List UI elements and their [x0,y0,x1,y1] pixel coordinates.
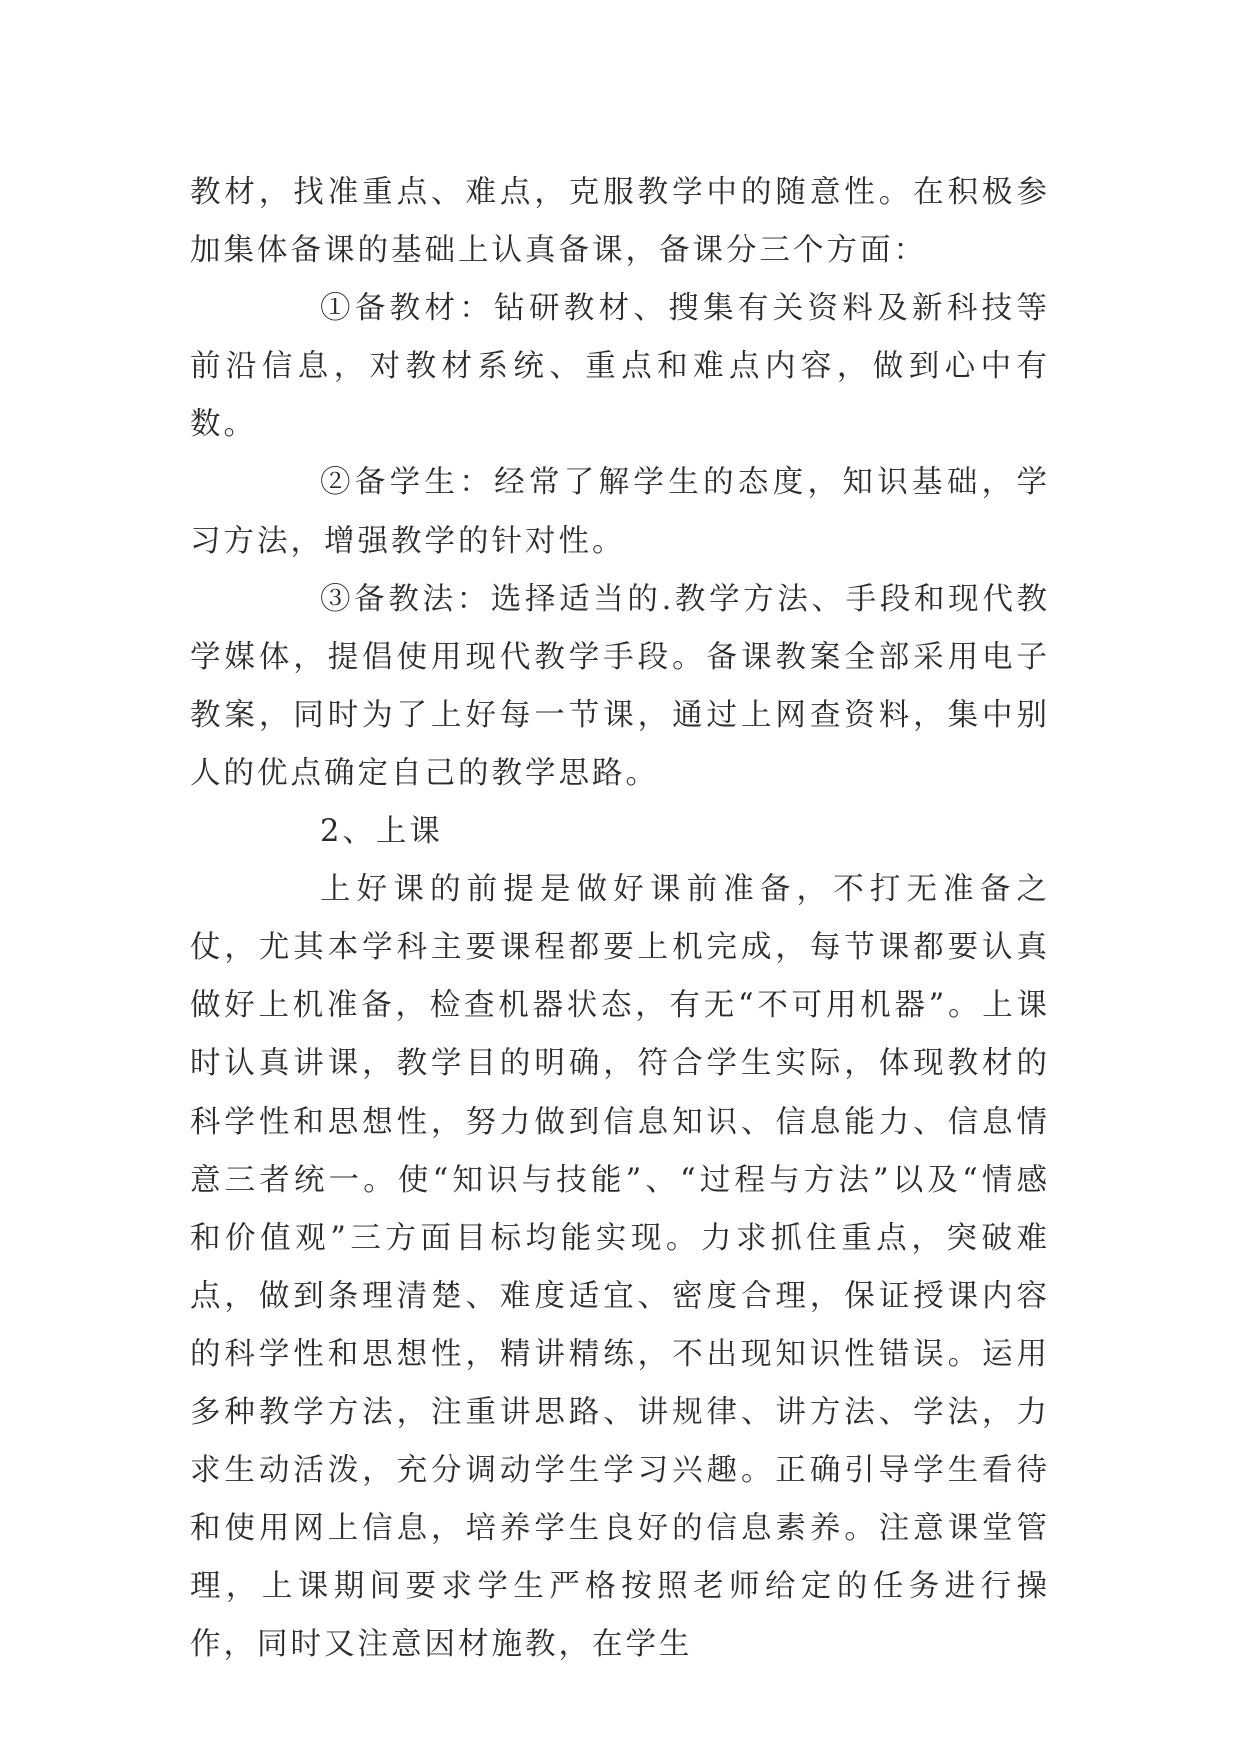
paragraph-1: 教材，找准重点、难点，克服教学中的随意性。在积极参加集体备课的基础上认真备课，备课分三个方面： [190,175,1050,269]
paragraph-prepare-methods: ③备教法：选择适当的.教学方法、手段和现代教学媒体，提倡使用现代教学手段。备课教案全部采用电子教案，同时为了上好每一节课，通过上网查资料，集中别人的优点确定自己的教学思路。 [190,581,1050,791]
body-text [190,164,1050,1674]
section-heading-class: 2、上课 [320,814,443,850]
paragraph-prepare-materials: ①备教材：钻研教材、搜集有关资料及新科技等前沿信息，对教材系统、重点和难点内容，做到心中有数。 [190,291,1050,443]
paragraph-prepare-students: ②备学生：经常了解学生的态度，知识基础，学习方法，增强教学的针对性。 [190,465,1050,559]
paragraph-class: 上好课的前提是做好课前准备，不打无准备之仗，尤其本学科主要课程都要上机完成，每节课都要认真做好上机准备，检查机器状态，有无“不可用机器”。上课时认真讲课，教学目的明确，符合学生实际，体现教材的科学性和思想性，努力做到信息知识、信息能力、信息情意三者统一。使“知识与技能”、“过程与方法”以及“情感和价值观”三方面目标均能实现。力求抓住重点，突破难点，做到条理清楚、难度适宜、密度合理，保证授课内容的科学性和思想性，精讲精练，不出现知识性错误。运用多种教学方法，注重讲思路、讲规律、讲方法、学法，力求生动活泼，充分调动学生学习兴趣。正确引导学生看待和使用网上信息，培养学生良好的信息素养。注意课堂管理，上课期间要求学生严格按照老师给定的任务进行操作，同时又注意因材施教，在学生 [190,872,1050,1663]
